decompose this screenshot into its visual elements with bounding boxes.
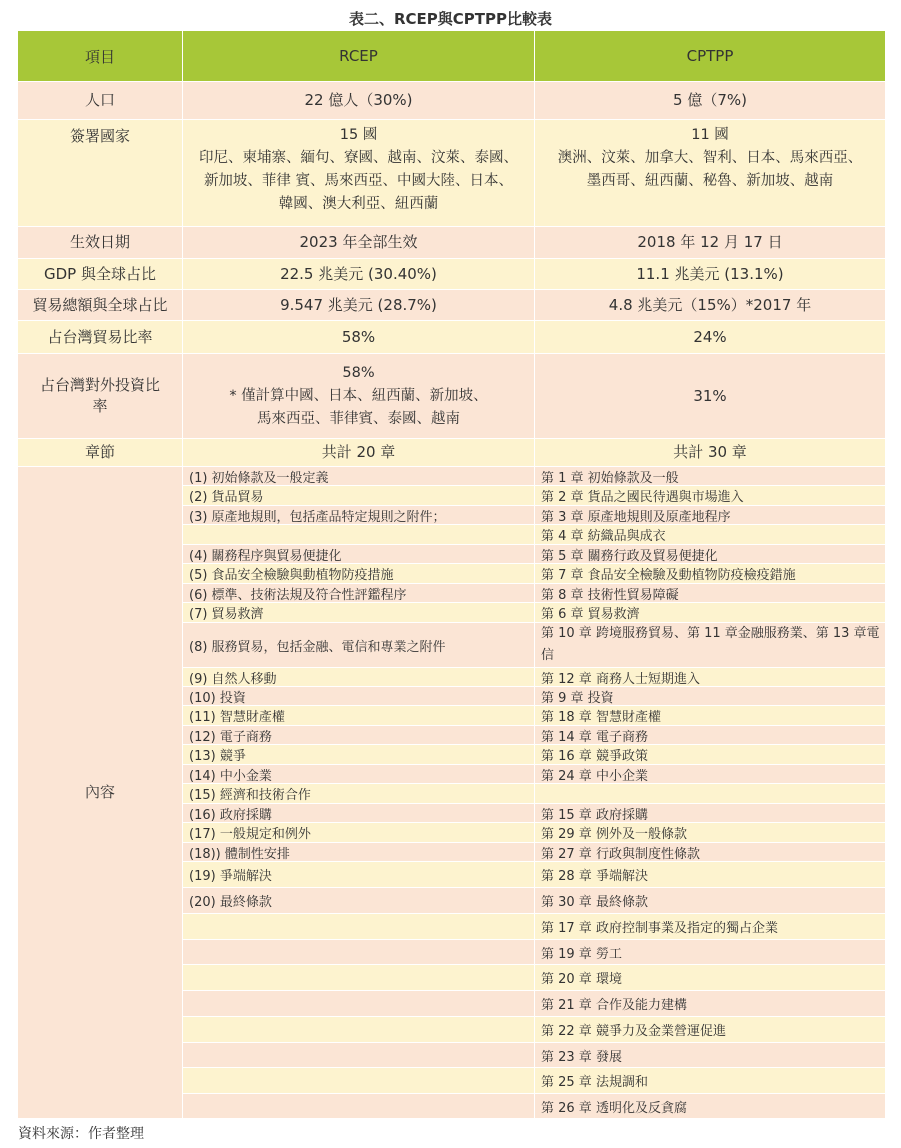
rcep-chapter-item: (14) 中小金業: [183, 765, 534, 783]
row-gdp-label: GDP 與全球占比: [18, 259, 182, 289]
row-signatories-cptpp: [535, 120, 885, 226]
row-tw-trade-label: 占台灣貿易比率: [18, 321, 182, 353]
row-tw-invest-cptpp: 31%: [535, 354, 885, 438]
row-gdp-cptpp: 11.1 兆美元 (13.1%): [535, 259, 885, 289]
rcep-chapter-item: (20) 最終條款: [183, 888, 534, 913]
cptpp-chapter-item: 第 21 章 合作及能力建構: [535, 991, 885, 1016]
rcep-chapter-item: (11) 智慧財產權: [183, 706, 534, 725]
row-population-label: 人口: [18, 82, 182, 119]
cptpp-chapter-item: 第 1 章 初始條款及一般: [535, 467, 885, 485]
rcep-chapter-item: (12) 電子商務: [183, 726, 534, 744]
rcep-chapter-item: (8) 服務貿易，包括金融、電信和專業之附件: [183, 623, 534, 667]
rcep-chapter-item: (10) 投資: [183, 687, 534, 705]
cptpp-chapter-item: 第 23 章 發展: [535, 1043, 885, 1067]
rcep-chapter-item: [183, 991, 534, 1016]
rcep-chapter-item: [183, 965, 534, 990]
rcep-chapter-item: (4) 關務程序與貿易便捷化: [183, 545, 534, 563]
cptpp-chapter-item: 第 6 章 貿易救濟: [535, 603, 885, 622]
row-effective-rcep: 2023 年全部生效: [183, 227, 534, 258]
row-gdp-rcep: 22.5 兆美元 (30.40%): [183, 259, 534, 289]
rcep-chapter-item: (17) 一般規定和例外: [183, 823, 534, 842]
cptpp-chapter-item: 第 26 章 透明化及反貪腐: [535, 1094, 885, 1118]
cptpp-chapter-item: 第 18 章 智慧財產權: [535, 706, 885, 725]
rcep-chapter-item: (16) 政府採購: [183, 804, 534, 822]
header-cptpp: CPTPP: [535, 31, 885, 81]
cptpp-chapter-item: 第 19 章 勞工: [535, 940, 885, 964]
row-tw-trade-rcep: 58%: [183, 321, 534, 353]
cptpp-chapter-item: 第 15 章 政府採購: [535, 804, 885, 822]
rcep-country-count: 15 國: [339, 127, 378, 143]
cptpp-chapter-item: 第 30 章 最終條款: [535, 888, 885, 913]
source-note: 資料來源：作者整理: [18, 1126, 144, 1142]
row-tw-invest-label: 占台灣對外投資比 率: [18, 354, 182, 438]
cptpp-chapter-item: 第 28 章 爭端解決: [535, 862, 885, 887]
row-tw-invest-rcep: 58% * 僅計算中國、日本、紐西蘭、新加坡、 馬來西亞、菲律賓、泰國、越南: [183, 354, 534, 438]
rcep-chapter-item: (18)) 體制性安排: [183, 843, 534, 861]
row-population-rcep: 22 億人（30%): [183, 82, 534, 119]
rcep-countries-line3: 韓國、澳大利亞、紐西蘭: [278, 196, 439, 212]
cptpp-chapter-item: 第 16 章 競爭政策: [535, 745, 885, 764]
cptpp-chapter-item: 第 4 章 紡織品與成衣: [535, 525, 885, 544]
cptpp-chapter-item: 第 7 章 食品安全檢驗及動植物防疫檢疫錯施: [535, 564, 885, 583]
cptpp-chapter-item: 第 27 章 行政與制度性條款: [535, 843, 885, 861]
cptpp-chapter-item: 第 3 章 原產地規則及原產地程序: [535, 506, 885, 524]
row-chapters-rcep: 共計 20 章: [183, 439, 534, 466]
cptpp-chapter-item: 第 2 章 貨品之國民待遇與市場進入: [535, 486, 885, 505]
rcep-chapter-item: [183, 1017, 534, 1042]
cptpp-chapter-item: 第 20 章 環境: [535, 965, 885, 990]
row-chapters-label: 章節: [18, 439, 182, 466]
cptpp-chapter-item: 第 17 章 政府控制事業及指定的獨占企業: [535, 914, 885, 939]
cptpp-chapter-item: 第 9 章 投資: [535, 687, 885, 705]
cptpp-chapter-item: 第 5 章 關務行政及貿易便捷化: [535, 545, 885, 563]
cptpp-chapter-item: 第 25 章 法規調和: [535, 1068, 885, 1093]
rcep-chapter-item: [183, 525, 534, 544]
rcep-countries-line1: 印尼、柬埔寨、緬句、寮國、越南、汶萊、泰國、: [199, 150, 518, 166]
header-rcep: RCEP: [183, 31, 534, 81]
cptpp-chapter-item: 第 24 章 中小企業: [535, 765, 885, 783]
cptpp-countries-line2: 墨西哥、紐西蘭、秘魯、新加坡、越南: [586, 173, 834, 189]
row-trade-cptpp: 4.8 兆美元（15%）*2017 年: [535, 290, 885, 320]
cptpp-chapter-item: 第 12 章 商務人士短期進入: [535, 668, 885, 686]
rcep-chapter-item: (9) 自然人移動: [183, 668, 534, 686]
rcep-chapter-item: (3) 原產地規則，包括產品特定規則之附件；: [183, 506, 534, 524]
cptpp-chapter-item: 第 29 章 例外及一般條款: [535, 823, 885, 842]
rcep-chapter-item: (15) 經濟和技術合作: [183, 784, 534, 803]
row-effective-label: 生效日期: [18, 227, 182, 258]
rcep-chapter-item: [183, 1068, 534, 1093]
row-chapters-cptpp: 共計 30 章: [535, 439, 885, 466]
rcep-chapter-item: [183, 1043, 534, 1067]
cptpp-chapter-item: 第 10 章 跨境服務貿易、第 11 章金融服務業、第 13 章電信: [535, 623, 885, 667]
row-content-label: 內容: [18, 467, 182, 1118]
row-signatories-label: 簽署國家: [18, 120, 182, 226]
rcep-chapter-item: [183, 940, 534, 964]
cptpp-chapter-item: 第 8 章 技術性貿易障礙: [535, 584, 885, 602]
row-trade-rcep: 9.547 兆美元 (28.7%): [183, 290, 534, 320]
row-effective-cptpp: 2018 年 12 月 17 日: [535, 227, 885, 258]
rcep-chapter-item: (6) 標準、技術法規及符合性評鑑程序: [183, 584, 534, 602]
cptpp-chapter-item: 第 22 章 競爭力及金業營運促進: [535, 1017, 885, 1042]
cptpp-countries-line1: 澳洲、汶萊、加拿大、智利、日本、馬來西亞、: [557, 150, 863, 166]
rcep-chapter-item: (5) 食品安全檢驗與動植物防疫措施: [183, 564, 534, 583]
cptpp-country-count: 11 國: [691, 127, 729, 143]
row-population-cptpp: 5 億（7%): [535, 82, 885, 119]
rcep-chapter-item: (13) 競爭: [183, 745, 534, 764]
row-signatories-rcep: [183, 120, 534, 226]
cptpp-chapter-item: 第 14 章 電子商務: [535, 726, 885, 744]
rcep-chapter-item: [183, 914, 534, 939]
row-trade-label: 貿易總額與全球占比: [18, 290, 182, 320]
rcep-chapter-item: (19) 爭端解決: [183, 862, 534, 887]
header-item: 項目: [18, 31, 182, 81]
rcep-chapter-item: [183, 1094, 534, 1118]
rcep-chapter-item: (2) 貨品貿易: [183, 486, 534, 505]
row-tw-trade-cptpp: 24%: [535, 321, 885, 353]
cptpp-chapter-item: [535, 784, 885, 803]
rcep-countries-line2: 新加坡、菲律 賓、馬來西亞、中國大陸、日本、: [203, 173, 514, 189]
rcep-chapter-item: (1) 初始條款及一般定義: [183, 467, 534, 485]
table-title: 表二、RCEP與CPTPP比較表: [348, 10, 553, 28]
rcep-chapter-item: (7) 貿易救濟: [183, 603, 534, 622]
